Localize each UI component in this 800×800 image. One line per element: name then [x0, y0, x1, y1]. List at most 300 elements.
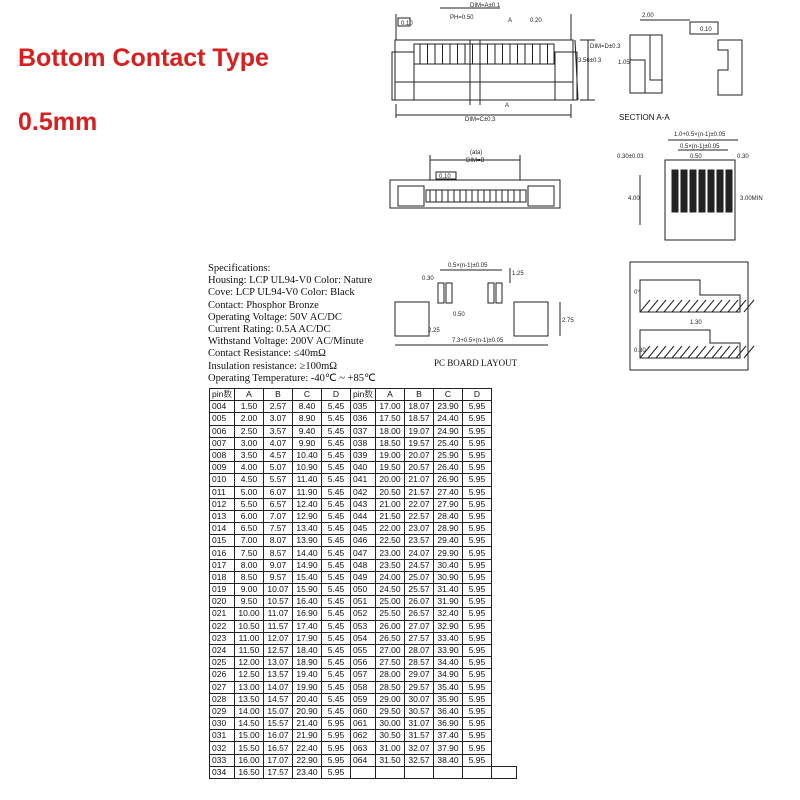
sec-130-label: 1.30: [690, 320, 702, 326]
table-cell: 7.00: [235, 535, 264, 547]
table-cell: 12.50: [235, 669, 264, 681]
table-row: [210, 705, 517, 717]
table-cell: 5.95: [463, 754, 492, 766]
table-row: [210, 620, 517, 632]
table-cell: 5.95: [463, 644, 492, 656]
table-cell: 28.57: [405, 657, 434, 669]
table-cell: 21.90: [293, 730, 322, 742]
table-cell: 22.00: [376, 523, 405, 535]
fpc-conductor: [690, 170, 696, 212]
hatch-line: [656, 300, 666, 312]
table-cell: 23.57: [405, 535, 434, 547]
table-cell: 031: [210, 730, 235, 742]
table-cell: 20.50: [376, 486, 405, 498]
table-cell: 2.57: [264, 401, 293, 413]
table-cell: 5.95: [463, 669, 492, 681]
table-cell: 12.40: [293, 498, 322, 510]
table-cell: 5.45: [322, 547, 351, 559]
table-cell: 029: [210, 705, 235, 717]
table-cell: 14.57: [264, 693, 293, 705]
table-cell: 7.57: [264, 523, 293, 535]
table-cell: 064: [351, 754, 376, 766]
table-cell: 028: [210, 693, 235, 705]
table-cell: 25.90: [434, 449, 463, 461]
table-cell: 034: [210, 766, 235, 778]
table-cell: 30.50: [376, 730, 405, 742]
table-cell: 4.07: [264, 437, 293, 449]
table-cell: [351, 766, 376, 778]
dim-a-label: DIM=A±0.1: [470, 3, 501, 9]
table-row: [210, 498, 517, 510]
table-cell: 16.40: [293, 596, 322, 608]
table-cell: 046: [351, 535, 376, 547]
hatch-line: [736, 346, 746, 358]
table-row: [210, 462, 517, 474]
table-cell: 5.45: [322, 535, 351, 547]
table-cell: 20.57: [405, 462, 434, 474]
table-cell: 19.90: [293, 681, 322, 693]
table-cell: 31.50: [376, 754, 405, 766]
table-cell: 9.00: [235, 584, 264, 596]
table-cell: 10.50: [235, 620, 264, 632]
table-cell: 16.50: [235, 766, 264, 778]
table-cell: 8.40: [293, 401, 322, 413]
table-cell: 33.40: [434, 632, 463, 644]
table-cell: 16.90: [293, 608, 322, 620]
table-row: [210, 754, 517, 766]
table-cell: 5.07: [264, 462, 293, 474]
table-cell: 24.57: [405, 559, 434, 571]
table-cell: 13.90: [293, 535, 322, 547]
table-cell: 9.57: [264, 571, 293, 583]
table-cell: 29.07: [405, 669, 434, 681]
table-cell: 9.90: [293, 437, 322, 449]
table-cell: 025: [210, 657, 235, 669]
table-cell: 5.45: [322, 644, 351, 656]
table-cell: 059: [351, 693, 376, 705]
table-cell: 33.90: [434, 644, 463, 656]
hatch-line: [696, 300, 706, 312]
table-row: [210, 401, 517, 413]
table-cell: 5.45: [322, 608, 351, 620]
table-cell: 28.50: [376, 681, 405, 693]
table-cell: 21.57: [405, 486, 434, 498]
table-cell: 22.07: [405, 498, 434, 510]
table-cell: 17.00: [376, 401, 405, 413]
table-cell: 10.90: [293, 462, 322, 474]
table-cell: 033: [210, 754, 235, 766]
table-cell: 023: [210, 632, 235, 644]
table-cell: 6.00: [235, 510, 264, 522]
hatch-line: [720, 346, 730, 358]
hatch-line: [672, 346, 682, 358]
table-cell: 051: [351, 596, 376, 608]
table-cell: 21.50: [376, 510, 405, 522]
hatch-line: [664, 346, 674, 358]
dim-020-label: 0.20: [530, 18, 542, 24]
table-row: [210, 559, 517, 571]
table-cell: 20.07: [405, 449, 434, 461]
table-cell: 5.95: [463, 437, 492, 449]
table-cell: 063: [351, 742, 376, 754]
table-cell: 5.95: [463, 547, 492, 559]
table-cell: 31.07: [405, 718, 434, 730]
table-cell: 043: [351, 498, 376, 510]
table-cell: 23.40: [293, 766, 322, 778]
dim-356-label: 3.56±0.3: [578, 58, 602, 64]
table-header-cell: B: [405, 389, 434, 401]
table-header-cell: pin数: [210, 389, 235, 401]
hatch-line: [728, 346, 738, 358]
table-cell: 18.40: [293, 644, 322, 656]
table-cell: 15.50: [235, 742, 264, 754]
table-cell: 25.40: [434, 437, 463, 449]
table-cell: 053: [351, 620, 376, 632]
fpc-conductor: [699, 170, 705, 212]
table-cell: 23.50: [376, 559, 405, 571]
table-cell: 10.07: [264, 584, 293, 596]
table-cell: 5.45: [322, 657, 351, 669]
table-cell: 13.50: [235, 693, 264, 705]
table-cell: 5.95: [463, 693, 492, 705]
hatch-line: [744, 300, 754, 312]
table-cell: 5.45: [322, 474, 351, 486]
table-cell: 5.95: [322, 742, 351, 754]
table-row: [210, 681, 517, 693]
table-row: [210, 584, 517, 596]
table-cell: 37.40: [434, 730, 463, 742]
table-cell: 27.07: [405, 620, 434, 632]
spec-line: Operating Temperature: -40℃ ~ +85℃: [208, 372, 376, 384]
table-cell: 037: [351, 425, 376, 437]
table-cell: 28.00: [376, 669, 405, 681]
table-cell: 27.90: [434, 498, 463, 510]
table-cell: 24.40: [434, 413, 463, 425]
hatch-line: [720, 300, 730, 312]
table-cell: 24.50: [376, 584, 405, 596]
table-row: [210, 449, 517, 461]
hatch-line: [712, 300, 722, 312]
table-cell: 16.07: [264, 730, 293, 742]
table-cell: 21.00: [376, 498, 405, 510]
table-cell: 21.07: [405, 474, 434, 486]
table-cell: 30.07: [405, 693, 434, 705]
table-cell: 19.00: [376, 449, 405, 461]
table-cell: 12.07: [264, 632, 293, 644]
spec-line: Withstand Voltage: 200V AC/Minute: [208, 336, 364, 348]
table-cell: 5.95: [463, 620, 492, 632]
table-cell: 039: [351, 449, 376, 461]
table-cell: 5.45: [322, 571, 351, 583]
table-cell: 027: [210, 681, 235, 693]
table-cell: 5.95: [463, 413, 492, 425]
hatch-line: [672, 300, 682, 312]
table-cell: 5.95: [463, 425, 492, 437]
tol-010-label: 0.10: [401, 21, 413, 27]
table-cell: 5.95: [463, 705, 492, 717]
table-cell: 032: [210, 742, 235, 754]
mounting-section-view: [630, 262, 754, 370]
pcb-bottom-label: 7.3+0.5×(n-1)±0.05: [452, 338, 504, 344]
table-cell: 13.40: [293, 523, 322, 535]
table-cell: 13.57: [264, 669, 293, 681]
table-cell: 5.95: [322, 730, 351, 742]
sec-030-label: 0.30: [634, 348, 646, 354]
table-cell: 25.57: [405, 584, 434, 596]
table-row: [210, 547, 517, 559]
a-mark-bottom-label: A: [505, 103, 510, 109]
pin-dimension-table: [209, 388, 517, 779]
table-cell: 5.95: [463, 584, 492, 596]
table-cell: 5.45: [322, 425, 351, 437]
table-header-cell: A: [235, 389, 264, 401]
table-cell: 14.50: [235, 718, 264, 730]
spec-line: Operating Voltage: 50V AC/DC: [208, 311, 342, 323]
table-cell: 007: [210, 437, 235, 449]
table-cell: 10.40: [293, 449, 322, 461]
table-cell: 5.45: [322, 498, 351, 510]
table-cell: 38.40: [434, 754, 463, 766]
table-cell: 32.40: [434, 608, 463, 620]
table-cell: 054: [351, 632, 376, 644]
pcb-caption: PC BOARD LAYOUT: [434, 358, 518, 368]
table-cell: [492, 766, 517, 778]
table-cell: 045: [351, 523, 376, 535]
table-cell: 5.45: [322, 401, 351, 413]
table-cell: 052: [351, 608, 376, 620]
table-cell: 6.57: [264, 498, 293, 510]
table-cell: [376, 766, 405, 778]
pitch-label: PH=0.50: [450, 15, 474, 21]
table-cell: 060: [351, 705, 376, 717]
table-cell: 14.90: [293, 559, 322, 571]
table-cell: 5.95: [463, 608, 492, 620]
table-cell: 32.90: [434, 620, 463, 632]
hatch-line: [648, 346, 658, 358]
table-cell: 5.45: [322, 584, 351, 596]
table-cell: 2.00: [235, 413, 264, 425]
table-cell: 28.07: [405, 644, 434, 656]
tol-010b-label: 0.10: [439, 174, 451, 180]
table-cell: 37.90: [434, 742, 463, 754]
hatch-line: [688, 346, 698, 358]
table-cell: 11.40: [293, 474, 322, 486]
table-cell: 5.45: [322, 413, 351, 425]
table-cell: 3.00: [235, 437, 264, 449]
table-cell: 26.90: [434, 474, 463, 486]
table-cell: 5.45: [322, 632, 351, 644]
table-cell: 22.90: [293, 754, 322, 766]
spec-line: Contact Resistance: ≤40mΩ: [208, 348, 326, 360]
table-cell: 5.45: [322, 669, 351, 681]
table-cell: 15.40: [293, 571, 322, 583]
section-a-a-view: [630, 20, 742, 95]
table-header-cell: C: [293, 389, 322, 401]
fpc-conductor: [717, 170, 723, 212]
dim-c-label: DIM=C±0.3: [465, 117, 496, 123]
table-cell: 5.95: [463, 742, 492, 754]
table-cell: 17.90: [293, 632, 322, 644]
table-cell: 17.07: [264, 754, 293, 766]
table-row: [210, 571, 517, 583]
table-row: [210, 718, 517, 730]
table-header-row: [210, 389, 517, 401]
section-caption: SECTION A-A: [619, 113, 670, 122]
table-cell: 061: [351, 718, 376, 730]
table-header-cell: B: [264, 389, 293, 401]
table-row: [210, 425, 517, 437]
pcb-225-label: 2.25: [428, 328, 440, 334]
table-cell: 7.50: [235, 547, 264, 559]
table-cell: 5.95: [463, 632, 492, 644]
table-cell: 008: [210, 449, 235, 461]
table-cell: 34.90: [434, 669, 463, 681]
fpc-400-label: 4.00: [628, 196, 640, 202]
table-cell: 5.50: [235, 498, 264, 510]
hatch-line: [736, 300, 746, 312]
table-cell: 5.95: [463, 486, 492, 498]
table-row: [210, 669, 517, 681]
table-cell: 32.57: [405, 754, 434, 766]
table-cell: 35.90: [434, 693, 463, 705]
table-cell: 6.07: [264, 486, 293, 498]
table-cell: 004: [210, 401, 235, 413]
table-header-cell: C: [434, 389, 463, 401]
table-cell: 14.07: [264, 681, 293, 693]
table-cell: 9.50: [235, 596, 264, 608]
table-cell: 5.57: [264, 474, 293, 486]
table-cell: 5.95: [463, 510, 492, 522]
table-cell: 20.00: [376, 474, 405, 486]
table-cell: 26.50: [376, 632, 405, 644]
table-cell: 21.40: [293, 718, 322, 730]
table-cell: 5.95: [322, 718, 351, 730]
spec-line: Contact: Phosphor Bronze: [208, 299, 319, 311]
table-cell: 015: [210, 535, 235, 547]
table-cell: 36.90: [434, 718, 463, 730]
connector-front-view: [392, 8, 595, 118]
fpc-conductor: [681, 170, 687, 212]
table-header-cell: A: [376, 389, 405, 401]
table-cell: 012: [210, 498, 235, 510]
front-pins: [420, 44, 548, 64]
table-cell: 9.07: [264, 559, 293, 571]
table-cell: 5.45: [322, 486, 351, 498]
hatch-line: [704, 346, 714, 358]
table-cell: 19.57: [405, 437, 434, 449]
table-cell: 13.00: [235, 681, 264, 693]
table-cell: 20.90: [293, 705, 322, 717]
table-cell: 038: [351, 437, 376, 449]
dim-b-label: DIM=B: [466, 158, 485, 164]
table-cell: 20.40: [293, 693, 322, 705]
table-cell: 25.07: [405, 571, 434, 583]
table-cell: 28.90: [434, 523, 463, 535]
table-cell: 29.90: [434, 547, 463, 559]
table-cell: 9.40: [293, 425, 322, 437]
table-cell: 29.50: [376, 705, 405, 717]
table-cell: 28.40: [434, 510, 463, 522]
table-cell: 036: [351, 413, 376, 425]
table-cell: 11.07: [264, 608, 293, 620]
table-cell: 8.57: [264, 547, 293, 559]
table-cell: 5.95: [322, 754, 351, 766]
hatch-line: [680, 300, 690, 312]
table-cell: 27.50: [376, 657, 405, 669]
table-cell: 058: [351, 681, 376, 693]
table-cell: 4.00: [235, 462, 264, 474]
fpc-a-label: 1.0+0.5×(n-1)±0.05: [674, 132, 726, 138]
table-cell: 5.95: [463, 718, 492, 730]
pcb-layout-drawing: [395, 268, 560, 345]
dim-200-label: 2.00: [642, 13, 654, 19]
table-cell: 14.40: [293, 547, 322, 559]
table-cell: 27.57: [405, 632, 434, 644]
table-cell: 15.90: [293, 584, 322, 596]
table-cell: 5.45: [322, 462, 351, 474]
table-cell: 5.95: [463, 523, 492, 535]
table-cell: 30.57: [405, 705, 434, 717]
fpc-030a-label: 0.30±0.03: [617, 154, 644, 160]
table-cell: 005: [210, 413, 235, 425]
table-row: [210, 437, 517, 449]
table-cell: 5.45: [322, 437, 351, 449]
table-cell: 044: [351, 510, 376, 522]
table-cell: 17.50: [376, 413, 405, 425]
flat-010-label: 0.10: [700, 27, 712, 33]
table-cell: 15.00: [235, 730, 264, 742]
table-row: [210, 657, 517, 669]
table-cell: 15.07: [264, 705, 293, 717]
pcb-125-label: 1.25: [512, 271, 524, 277]
specifications: [208, 263, 376, 385]
table-cell: 10.57: [264, 596, 293, 608]
table-row: [210, 644, 517, 656]
page-title: Bottom Contact Type: [18, 44, 269, 72]
table-cell: 24.07: [405, 547, 434, 559]
table-cell: 055: [351, 644, 376, 656]
table-row: [210, 608, 517, 620]
table-cell: 006: [210, 425, 235, 437]
table-cell: 5.45: [322, 449, 351, 461]
table-cell: 18.57: [405, 413, 434, 425]
table-cell: 15.57: [264, 718, 293, 730]
table-cell: 013: [210, 510, 235, 522]
table-cell: 35.40: [434, 681, 463, 693]
table-row: [210, 510, 517, 522]
table-cell: 014: [210, 523, 235, 535]
table-cell: 021: [210, 608, 235, 620]
table-cell: 5.95: [463, 657, 492, 669]
table-cell: 030: [210, 718, 235, 730]
table-cell: 11.57: [264, 620, 293, 632]
table-cell: 23.90: [434, 401, 463, 413]
table-row: [210, 742, 517, 754]
table-cell: 5.00: [235, 486, 264, 498]
hatch-line: [640, 300, 650, 312]
hatch-line: [696, 346, 706, 358]
table-cell: 24.00: [376, 571, 405, 583]
table-cell: 049: [351, 571, 376, 583]
table-cell: 5.95: [463, 401, 492, 413]
table-cell: 1.50: [235, 401, 264, 413]
table-cell: 041: [351, 474, 376, 486]
table-cell: 5.95: [463, 596, 492, 608]
table-cell: 042: [351, 486, 376, 498]
table-cell: 018: [210, 571, 235, 583]
table-cell: 18.07: [405, 401, 434, 413]
table-cell: 5.45: [322, 620, 351, 632]
